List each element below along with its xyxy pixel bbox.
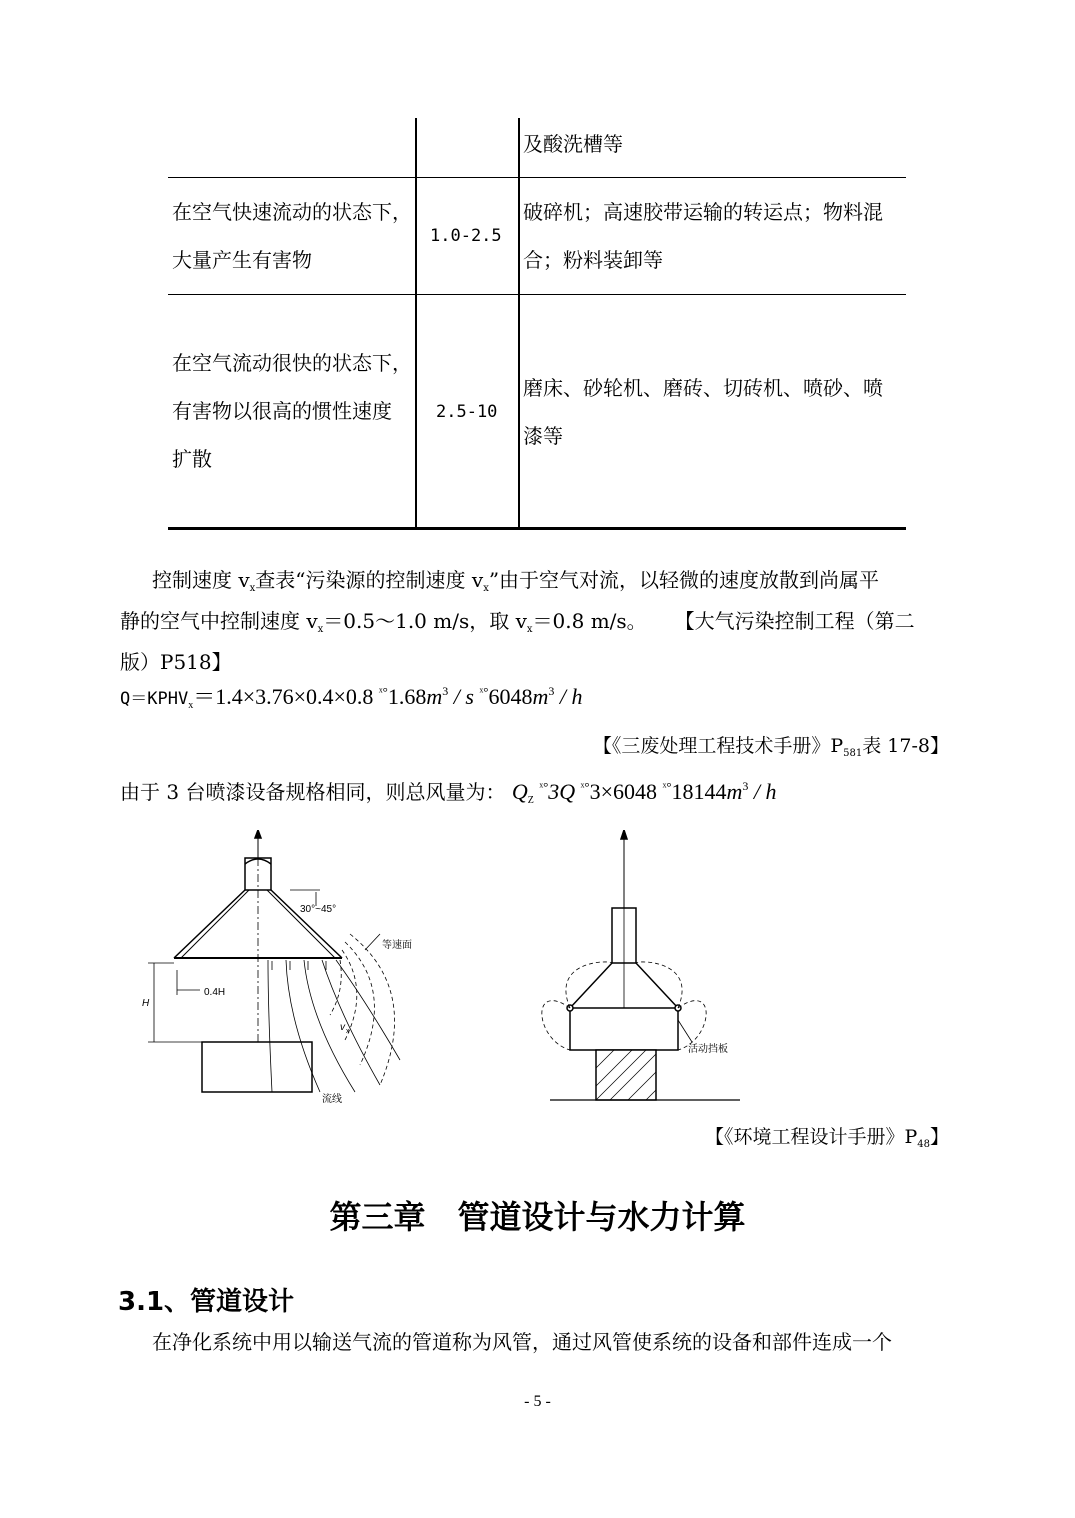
table-cell-velocity: 1.0-2.5 [430, 226, 502, 246]
svg-text:x: x [346, 1028, 350, 1035]
baffle-hood-diagram [542, 830, 740, 1100]
distance-label: 0.4H [204, 987, 226, 998]
baffle-label: 活动挡板 [688, 1044, 728, 1055]
table-cell-condition: 在空气快速流动的状态下， 大量产生有害物 [172, 200, 412, 272]
isovelocity-label: 等速面 [382, 940, 412, 951]
chapter-title: 第三章 管道设计与水力计算 [329, 1198, 746, 1236]
table-col-divider-2 [518, 118, 520, 530]
control-velocity-paragraph: 控制速度 $v_x$查表“污染源的控制速度 $v_x$”由于空气对流，以轻微的速度放散到尚属平 静的空气中控制速度 $v_x=0.5\sim 1.0$ m/s，取 $v_x=0.8$ m/s。 【大气污染控制工程（第二 版）P518】 [120, 568, 915, 674]
page-number: - 5 - [524, 1393, 551, 1410]
velocity-label: v [340, 1022, 345, 1033]
table-cell-examples: 及酸洗槽等 [523, 132, 623, 156]
table-cell-examples: 破碎机；高速胶带运输的转运点；物料混 合；粉料装卸等 [523, 200, 883, 272]
table-cell-velocity: 2.5-10 [436, 402, 498, 422]
reference-citation: 【《环境工程设计手册》$P_{48}$】 [704, 1126, 949, 1150]
table-cell-examples: 磨床、砂轮机、磨砖、切砖机、喷砂、喷 漆等 [523, 376, 883, 448]
streamline-label: 流线 [322, 1094, 342, 1105]
section-title: 3.1、管道设计 [118, 1287, 295, 1317]
angle-label: 30°~45° [300, 904, 337, 915]
height-label: H [142, 998, 150, 1009]
canopy-hood-diagram [148, 830, 400, 1092]
reference-citation: 【《三废处理工程技术手册》$P_{581}$表 17-8】 [592, 735, 949, 759]
total-airflow-line: 由于 3 台喷漆设备规格相同，则总风量为： $Q_Z$ $^{ˣ^\circ}$3Q $^{ˣ^\circ}$3×6048 $^{ˣ^\circ}18144m^3$ / h [120, 779, 777, 806]
table-bottom-rule [168, 527, 906, 530]
body-paragraph: 在净化系统中用以输送气流的管道称为风管，通过风管使系统的设备和部件连成一个 [152, 1330, 892, 1354]
airflow-formula: $Q=KPHV_x=1.4\times 3.76\times 0.4\times 0.8$ $^{ˣ^\circ}1.68m^3$ / s $^{ˣ^\circ}6048m^3$ / h [120, 684, 583, 711]
hood-figure [140, 830, 780, 1110]
table-row-divider-2 [168, 294, 906, 295]
table-cell-condition: 在空气流动很快的状态下， 有害物以很高的惯性速度 扩散 [172, 351, 412, 471]
table-row-divider-1 [168, 177, 906, 178]
